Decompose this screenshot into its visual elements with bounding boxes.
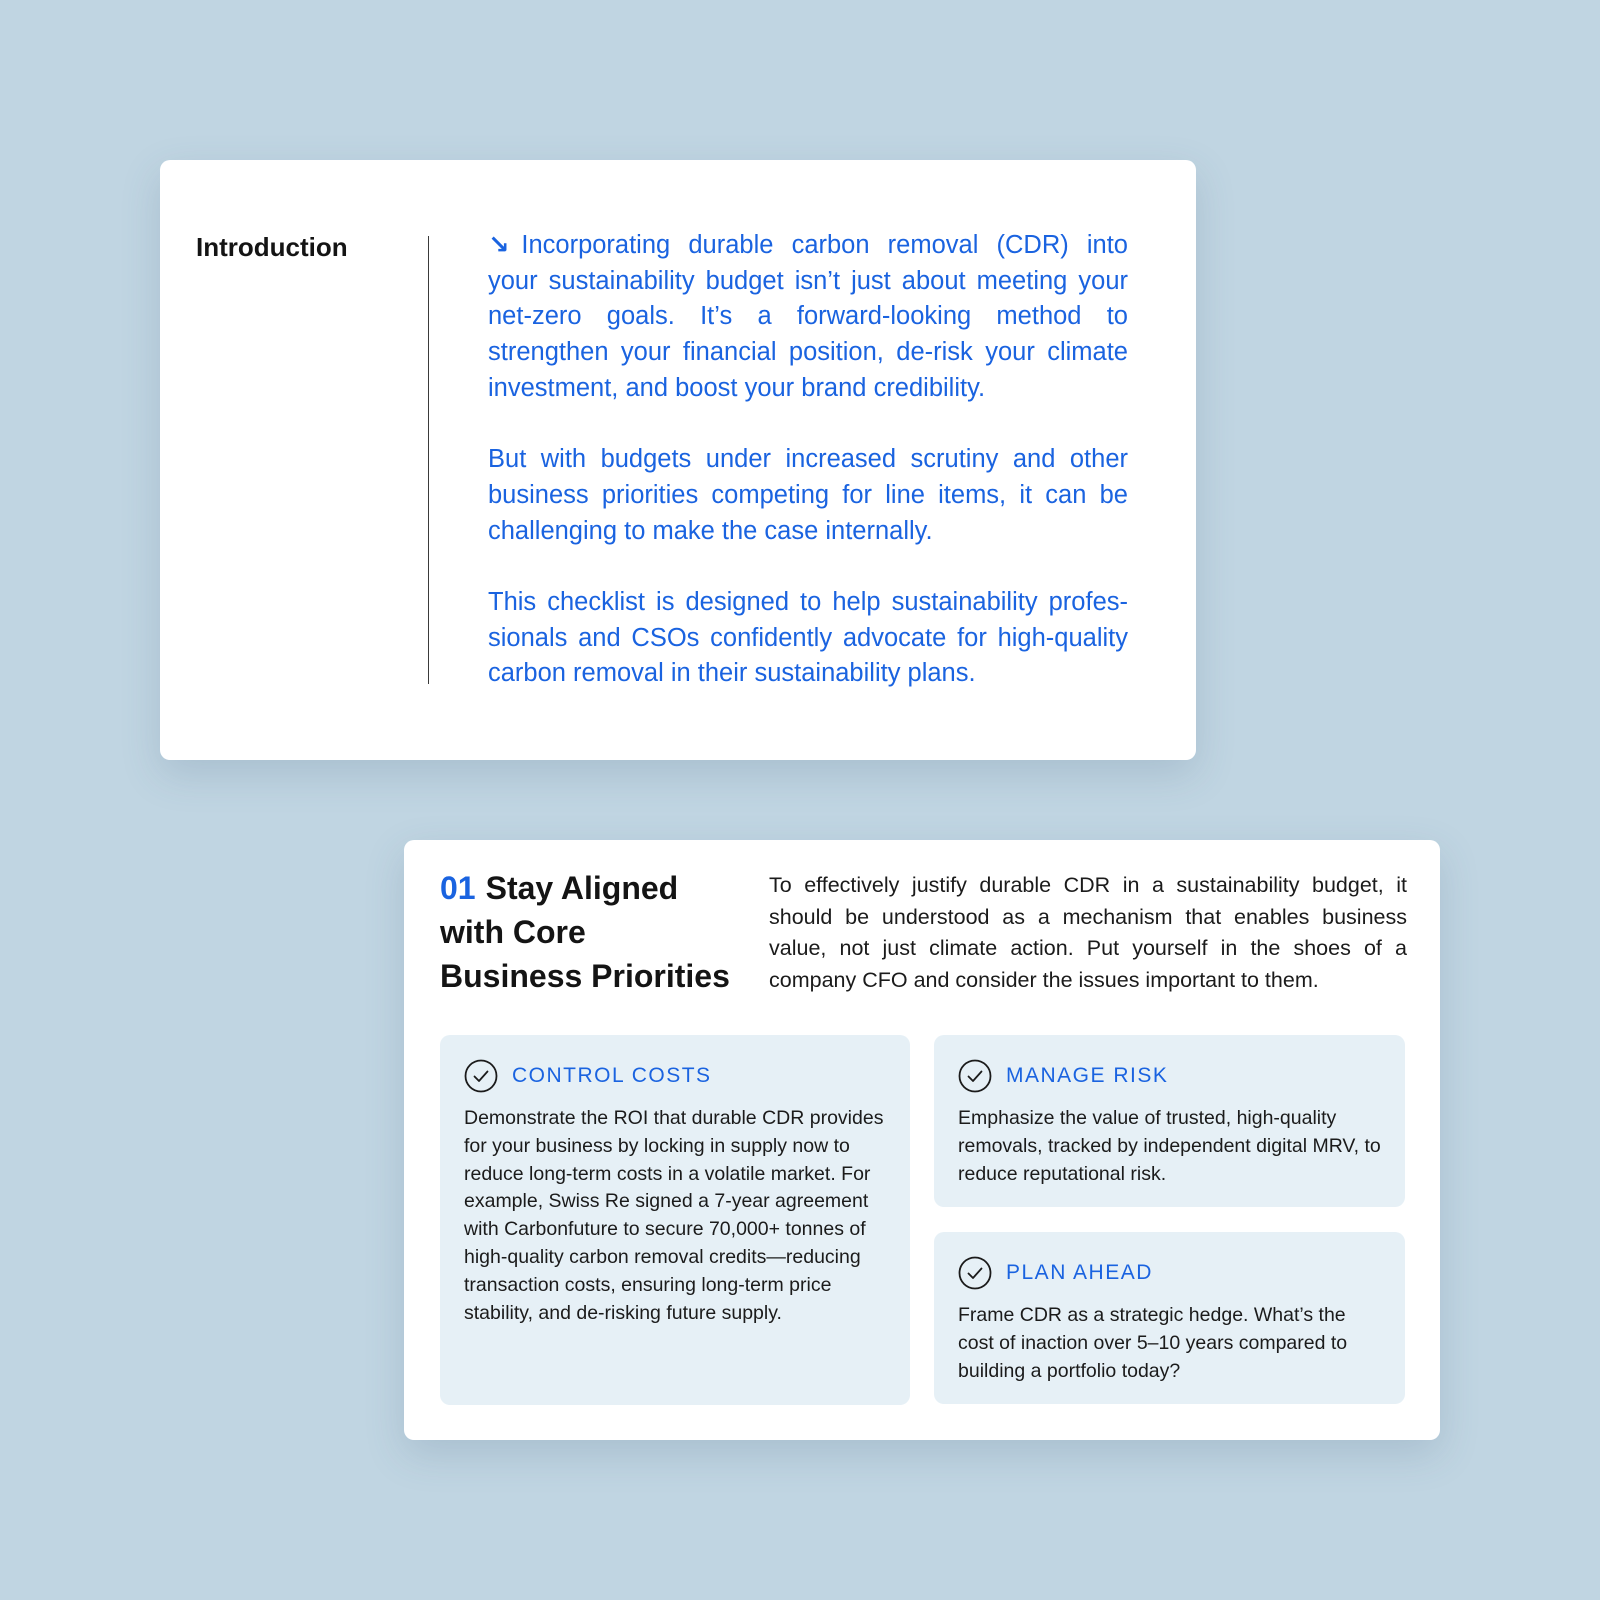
check-circle-icon (958, 1256, 992, 1290)
intro-paragraph-1-text: Incorporating durable carbon removal (CDR) into your sustainability budget isn’t just about meeting your net-zero goals. It’s a forward-looking method to strengthen your financial position, de-risk your climate investment, and boost your brand credibility. (488, 231, 1128, 402)
section-title (440, 866, 730, 998)
check-circle-icon (464, 1059, 498, 1093)
control-costs-header (464, 1059, 886, 1093)
manage-risk-heading: MANAGE RISK (1006, 1064, 1169, 1087)
section-description: To effectively justify durable CDR in a sustainability budget, it should be understood as a mechanism that enables business value, not just climate action. Put yourself in the shoes of a company CFO and consider the issues important to them. (769, 873, 1407, 993)
vertical-divider (428, 236, 429, 684)
control-costs-heading: CONTROL COSTS (512, 1064, 712, 1087)
arrow-down-right-icon: ↘ (488, 231, 510, 259)
plan-ahead-text: Frame CDR as a strategic hedge. What’s the cost of inaction over 5–10 years compared to building a portfolio today? (958, 1304, 1348, 1382)
intro-paragraph-1 (488, 228, 1128, 407)
introduction-card (160, 160, 1196, 760)
section-number: 01 (440, 870, 476, 906)
section-title-text: Stay Aligned with Core Business Priorities (440, 870, 730, 994)
introduction-body (488, 228, 1128, 692)
intro-paragraph-2: But with budgets under increased scrutiny and other business priorities competing for line items, it can be challenging to make the case internally. (488, 445, 1128, 545)
plan-ahead-header (958, 1256, 1381, 1290)
manage-risk-box (934, 1035, 1405, 1207)
section-card (404, 840, 1440, 1440)
intro-paragraph-3: This checklist is designed to help sustainability professionals and CSOs confidently advocate for high-quality carbon removal in their sustainability plans. (488, 588, 1128, 688)
plan-ahead-heading: PLAN AHEAD (1006, 1261, 1153, 1284)
introduction-label: Introduction (196, 232, 348, 262)
plan-ahead-box (934, 1232, 1405, 1404)
check-circle-icon (958, 1059, 992, 1093)
control-costs-text: Demonstrate the ROI that durable CDR provides for your business by locking in supply now to reduce long-term costs in a volatile market. For example, Swiss Re signed a 7-year agreement with Carbonfuture to secure 70,000+ tonnes of high-quality carbon removal credits—reducing transaction costs, ensuring long-term price stability, and de-risking future supply. (464, 1107, 884, 1324)
manage-risk-text: Emphasize the value of trusted, high-quality removals, tracked by independent digital MRV, to reduce reputational risk. (958, 1107, 1381, 1185)
manage-risk-header (958, 1059, 1381, 1093)
control-costs-box (440, 1035, 910, 1405)
